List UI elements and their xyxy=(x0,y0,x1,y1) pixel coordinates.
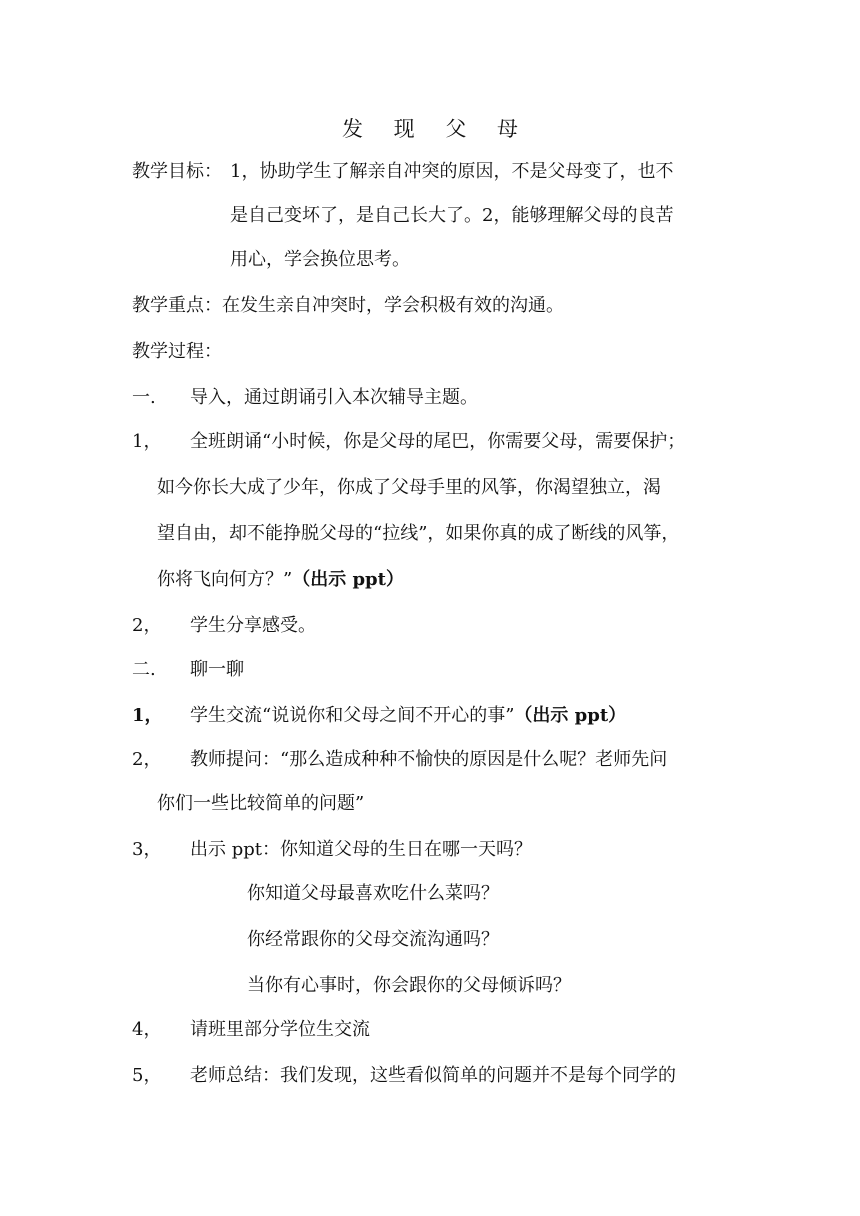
key-point: 教学重点：在发生亲自冲突时，学会积极有效的沟通。 xyxy=(132,295,564,316)
section-1-item-2-number: 2， xyxy=(132,615,162,636)
section-2-number: 二. xyxy=(132,659,156,680)
section-2-item-3-number: 3， xyxy=(132,839,162,860)
section-2-item-1-line xyxy=(190,702,626,730)
section-2-item-3-line-3: 你经常跟你的父母交流沟通吗？ xyxy=(247,929,499,950)
document-title: 发 现 父 母 xyxy=(341,117,531,141)
show-ppt-note: （出示 ppt） xyxy=(292,569,404,590)
section-1-item-2-text: 学生分享感受。 xyxy=(190,615,316,636)
show-ppt-note: （出示 ppt） xyxy=(514,705,627,726)
section-2-item-1-number: 1， xyxy=(132,705,163,726)
section-2-item-4-text: 请班里部分学位生交流 xyxy=(190,1019,370,1040)
section-1-item-1-number: 1， xyxy=(132,431,162,452)
section-1-item-1-line-4-text: 你将飞向何方？” xyxy=(157,569,293,590)
process-label: 教学过程： xyxy=(132,341,222,362)
section-1-item-1-line-2: 如今你长大成了少年，你成了父母手里的风筝，你渴望独立，渴 xyxy=(157,477,661,498)
section-1-item-1-line-1: 全班朗诵“小时候，你是父母的尾巴，你需要父母，需要保护； xyxy=(190,431,686,452)
section-1-item-1-line-4 xyxy=(157,566,404,594)
section-2-item-3-line-2: 你知道父母最喜欢吃什么菜吗？ xyxy=(247,883,499,904)
section-2-item-2-line-2: 你们一些比较简单的问题” xyxy=(157,793,365,814)
section-1-heading: 导入，通过朗诵引入本次辅导主题。 xyxy=(190,387,478,408)
section-2-heading: 聊一聊 xyxy=(190,659,244,680)
objectives-label: 教学目标： xyxy=(132,161,222,182)
section-1-number: 一. xyxy=(132,387,156,408)
section-1-item-1-line-3: 望自由，却不能挣脱父母的“拉线”，如果你真的成了断线的风筝， xyxy=(157,523,680,544)
section-2-item-4-number: 4， xyxy=(132,1019,162,1040)
section-2-item-2-number: 2， xyxy=(132,749,162,770)
objectives-line-2: 是自己变坏了，是自己长大了。2，能够理解父母的良苦 xyxy=(230,205,674,226)
section-2-item-1-text: 学生交流“说说你和父母之间不开心的事” xyxy=(190,705,515,726)
objectives-line-3: 用心，学会换位思考。 xyxy=(230,249,410,270)
section-2-item-2-line-1: 教师提问：“那么造成种种不愉快的原因是什么呢？老师先问 xyxy=(190,749,668,770)
objectives-line-1: 1，协助学生了解亲自冲突的原因，不是父母变了，也不 xyxy=(230,161,674,182)
section-2-item-5-line-1: 老师总结：我们发现，这些看似简单的问题并不是每个同学的 xyxy=(190,1065,676,1086)
section-2-item-3-line-1: 出示 ppt：你知道父母的生日在哪一天吗？ xyxy=(190,839,532,860)
section-2-item-5-number: 5， xyxy=(132,1065,162,1086)
section-2-item-3-line-4: 当你有心事时，你会跟你的父母倾诉吗？ xyxy=(247,975,571,996)
